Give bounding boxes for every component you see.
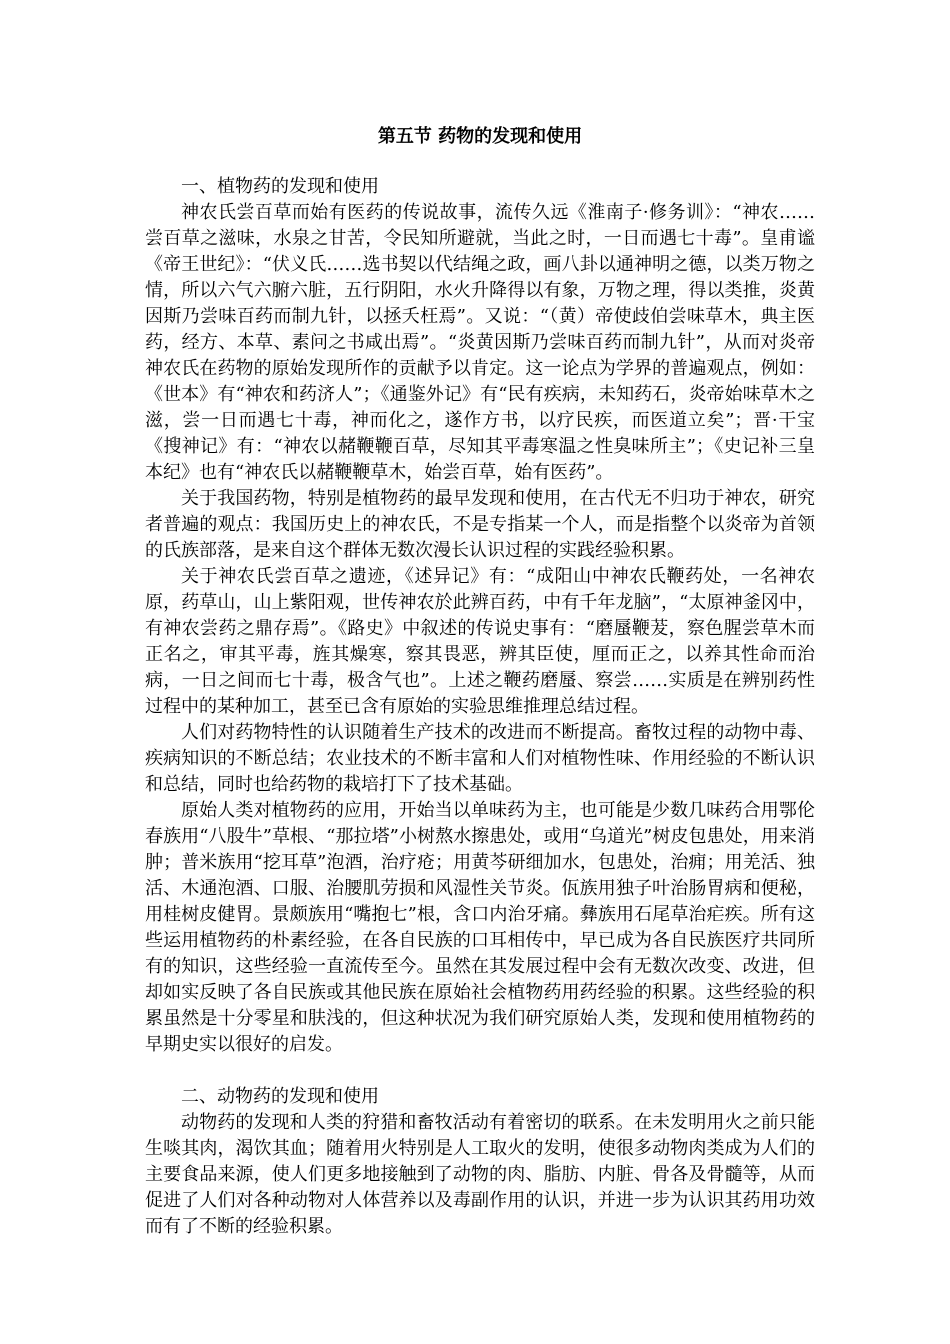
section-animal-medicine <box>145 1084 815 1240</box>
paragraph: 关于我国药物，特别是植物药的最早发现和使用，在古代无不归功于神农，研究者普遍的观点：我国历史上的神农氏，不是专指某一个人，而是指整个以炎帝为首领的氏族部落，是来自这个群体无数次漫长认识过程的实践经验积累。 <box>145 488 815 561</box>
paragraph: 神农氏尝百草而始有医药的传说故事，流传久远《淮南子·修务训》：“神农……尝百草之滋味，水泉之甘苦，令民知所避就，当此之时，一日而遇七十毒”。皇甫谧《帝王世纪》：“伏义氏……选书契以代结绳之政，画八卦以通神明之德，以类万物之情，所以六气六腑六脏，五行阴阳，水火升降得以有象，万物之理，得以类推，炎黄因斯乃尝味百药而制九针，以拯夭枉焉”。又说：“（黄）帝使歧伯尝味草木，典主医药，经方、本草、素问之书咸出焉”。“炎黄因斯乃尝味百药而制九针”，从而对炎帝神农氏在药物的原始发现所作的贡献予以肯定。这一论点为学界的普遍观点，例如：《世本》有“神农和药济人”；《通鉴外记》有“民有疾病，未知药石，炎帝始味草木之滋，尝一日而遇七十毒，神而化之，遂作方书，以疗民疾，而医道立矣”；晋·干宝《搜神记》有：“神农以赭鞭鞭百草，尽知其平毒寒温之性臭味所主”；《史记补三皇本纪》也有“神农氏以赭鞭鞭草木，始尝百草，始有医药”。 <box>145 202 815 483</box>
section-plant-medicine <box>145 174 815 1058</box>
page-title: 第五节 药物的发现和使用 <box>377 126 583 147</box>
paragraph: 关于神农氏尝百草之遗迹，《述异记》有：“成阳山中神农氏鞭药处，一名神农原，药草山，山上紫阳观，世传神农於此辨百药，中有千年龙脑”，“太原神釜冈中，有神农尝药之鼎存焉”。《路史》中叙述的传说史事有：“磨蜃鞭茇，察色腥尝草木而正名之，审其平毒，旌其燥寒，察其畏恶，辨其臣使，厘而正之，以养其性命而治病，一日之间而七十毒，极含气也”。上述之鞭药磨蜃、察尝……实质是在辨别药性过程中的某种加工，甚至已含有原始的实验思维推理总结过程。 <box>145 566 815 717</box>
section-heading: 一、植物药的发现和使用 <box>181 176 379 197</box>
document-body <box>145 124 815 1240</box>
paragraph: 人们对药物特性的认识随着生产技术的改进而不断提高。畜牧过程的动物中毒、疾病知识的不断总结；农业技术的不断丰富和人们对植物性味、作用经验的不断认识和总结，同时也给药物的栽培打下了技术基础。 <box>145 722 815 795</box>
section-heading: 二、动物药的发现和使用 <box>181 1086 379 1107</box>
section-spacer <box>145 1058 815 1084</box>
paragraph: 原始人类对植物药的应用，开始当以单味药为主，也可能是少数几味药合用鄂伦春族用“八股牛”草根、“那拉塔”小树熬水擦患处，或用“乌道光”树皮包患处，用来消肿；普米族用“挖耳草”泡酒，治疗疮；用黄芩研细加水，包患处，治痈；用羌活、独活、木通泡酒、口服、治腰肌劳损和风湿性关节炎。佤族用独子叶治肠胃病和便秘，用桂树皮健胃。景颇族用“嘴抱七”根，含口内治牙痛。彝族用石尾草治疟疾。所有这些运用植物药的朴素经验，在各自民族的口耳相传中，早已成为各自民族医疗共同所有的知识，这些经验一直流传至今。虽然在其发展过程中会有无数次改变、改进，但却如实反映了各自民族或其他民族在原始社会植物药用药经验的积累。这些经验的积累虽然是十分零星和肤浅的，但这种状况为我们研究原始人类，发现和使用植物药的早期史实以很好的启发。 <box>145 800 815 1055</box>
paragraph: 动物药的发现和人类的狩猎和畜牧活动有着密切的联系。在未发明用火之前只能生啖其肉，渴饮其血；随着用火特别是人工取火的发明，使很多动物肉类成为人们的主要食品来源，使人们更多地接触到了动物的肉、脂肪、内脏、骨各及骨髓等，从而促进了人们对各种动物对人体营养以及毒副作用的认识，并进一步为认识其药用功效而有了不断的经验积累。 <box>145 1112 815 1237</box>
